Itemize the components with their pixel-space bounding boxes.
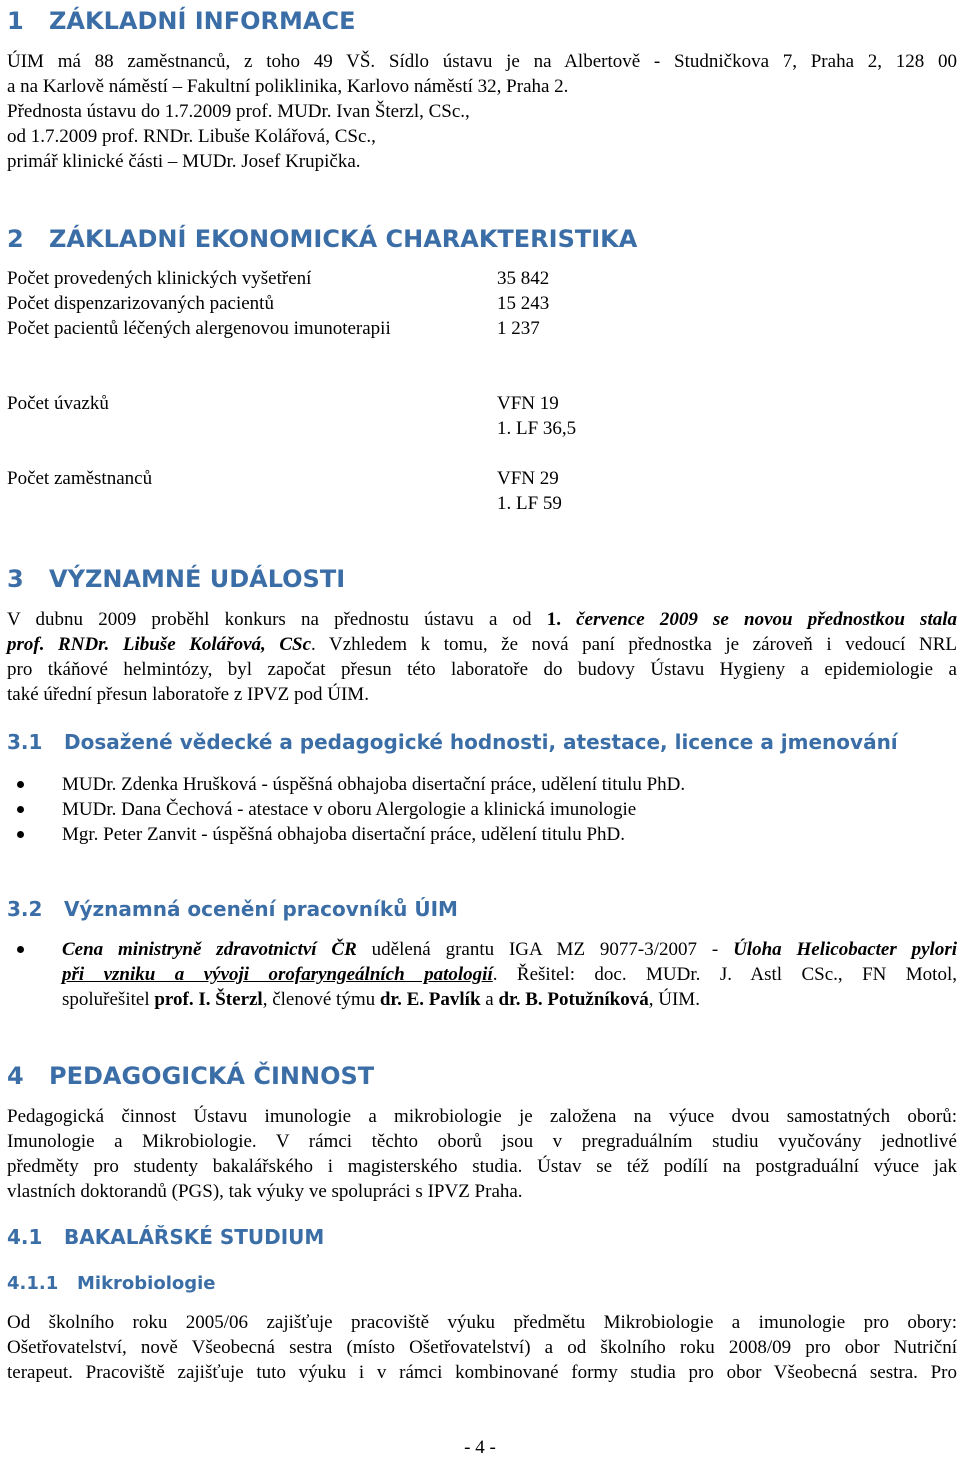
text-run: , členové týmu	[262, 989, 380, 1010]
text-run: při vzniku a vývoji orofaryngeálních patologií	[62, 964, 493, 985]
text-run: udělená grantu IGA MZ 9077-3/2007 -	[356, 939, 734, 960]
section-4-heading	[7, 1061, 374, 1091]
text-line: od 1.7.2009 prof. RNDr. Libuše Kolářová, CSc.,	[7, 126, 376, 147]
bullet-icon	[17, 946, 24, 953]
stat-row	[7, 316, 540, 341]
text-line: Přednosta ústavu do 1.7.2009 prof. MUDr. Ivan Šterzl, CSc.,	[7, 101, 470, 122]
achievements-list	[0, 772, 960, 847]
text-line: terapeut. Pracoviště zajišťuje tuto výuku i v rámci kombinované formy studia pro obor Všeobecná sestra. Pro	[7, 1362, 957, 1383]
list-item	[0, 772, 957, 797]
text-run: dr. B. Potužníková	[498, 989, 649, 1010]
page-number: - 4 -	[464, 1437, 496, 1458]
section-4-1-1-text	[7, 1310, 957, 1385]
stat-row	[7, 266, 549, 291]
section-number: 1	[7, 7, 24, 35]
section-title: ZÁKLADNÍ INFORMACE	[49, 7, 356, 35]
section-number: 4.1.1	[7, 1273, 59, 1294]
section-title: Dosažené vědecké a pedagogické hodnosti, atestace, licence a jmenování	[64, 730, 898, 754]
section-2-heading	[7, 224, 637, 254]
text-run: a	[480, 989, 499, 1010]
stat-label: Počet dispenzarizovaných pacientů	[7, 293, 274, 314]
bullet-icon	[17, 781, 24, 788]
section-3-text	[7, 607, 957, 707]
awards-list	[0, 937, 960, 1012]
stat-value: 35 842	[497, 268, 550, 289]
section-4-1-1-heading	[7, 1272, 216, 1296]
text-line: vlastních doktorandů (PGS), tak výuky ve spolupráci s IPVZ Praha.	[7, 1181, 523, 1202]
section-1-text	[7, 49, 957, 174]
text-run: , ÚIM.	[648, 989, 700, 1010]
section-number: 4	[7, 1062, 24, 1090]
section-4-1-heading	[7, 1224, 324, 1250]
section-3-1-heading	[7, 729, 898, 755]
text-line	[62, 987, 957, 1012]
text-line: Od školního roku 2005/06 zajišťuje pracoviště výuku předmětu Mikrobiologie a imunologie pro obory:	[7, 1312, 957, 1333]
list-item	[0, 822, 957, 847]
zamestnanci-lf: 1. LF 59	[497, 493, 562, 514]
text-line: ÚIM má 88 zaměstnanců, z toho 49 VŠ. Sídlo ústavu je na Albertově - Studničkova 7, Praha 2, 128 00	[7, 51, 957, 72]
stat-row	[7, 291, 549, 316]
section-title: PEDAGOGICKÁ ČINNOST	[49, 1062, 375, 1090]
section-4-text	[7, 1104, 957, 1204]
zamestnanci-vfn: VFN 29	[497, 468, 559, 489]
section-title: Mikrobiologie	[77, 1273, 216, 1294]
stat-label: Počet provedených klinických vyšetření	[7, 268, 312, 289]
list-item-text: Mgr. Peter Zanvit - úspěšná obhajoba disertační práce, udělení titulu PhD.	[62, 824, 625, 845]
text-line	[62, 962, 957, 987]
text-line	[62, 937, 957, 962]
text-line: Ošetřovatelství, nově Všeobecná sestra (místo Ošetřovatelství) a od školního roku 2008/09 pro obor Nutriční	[7, 1337, 957, 1358]
text-run: prof. RNDr. Libuše Kolářová, CSc	[7, 634, 312, 655]
text-run: Úloha Helicobacter pylori	[733, 939, 957, 960]
text-run: července 2009 se novou přednostkou stala	[576, 609, 958, 630]
section-number: 3.1	[7, 730, 43, 754]
list-item	[0, 937, 957, 1012]
section-number: 3	[7, 565, 24, 593]
bullet-icon	[17, 831, 24, 838]
stat-label: Počet pacientů léčených alergenovou imunoterapii	[7, 318, 391, 339]
list-item	[0, 797, 957, 822]
text-line	[7, 607, 957, 632]
text-run: dr. E. Pavlík	[379, 989, 481, 1010]
text-line: také úřední přesun laboratoře z IPVZ pod ÚIM.	[7, 684, 369, 705]
text-run: 1.	[546, 609, 561, 630]
text-run: prof. I. Šterzl	[154, 989, 263, 1010]
zamestnanci-label: Počet zaměstnanců	[7, 468, 153, 489]
text-line: Pedagogická činnost Ústavu imunologie a mikrobiologie je založena na výuce dvou samostatných oborů:	[7, 1106, 957, 1127]
text-line	[7, 632, 957, 657]
text-run: spoluřešitel	[62, 989, 155, 1010]
section-3-2-heading	[7, 896, 458, 922]
text-line: pro tkáňové helmintózy, byl započat přesun této laboratoře do budovy Ústavu Hygieny a epidemiologie a	[7, 659, 957, 680]
section-title: BAKALÁŘSKÉ STUDIUM	[64, 1225, 325, 1249]
list-item-text: MUDr. Zdenka Hrušková - úspěšná obhajoba disertační práce, udělení titulu PhD.	[62, 774, 686, 795]
section-number: 3.2	[7, 897, 43, 921]
text-line: předměty pro studenty bakalářského i magisterského studia. Ústav se též podílí na postgraduální výuce jak	[7, 1156, 957, 1177]
text-run: Cena ministryně zdravotnictví ČR	[62, 939, 357, 960]
stat-value: 15 243	[497, 293, 550, 314]
section-3-heading	[7, 564, 345, 594]
text-run: . Vzhledem k tomu, že nová paní přednostka je zároveň i vedoucí NRL	[311, 634, 957, 655]
text-run: V dubnu 2009 proběhl konkurs na přednostu ústavu a od	[7, 609, 532, 630]
section-title: VÝZNAMNÉ UDÁLOSTI	[49, 565, 346, 593]
section-title: Významná ocenění pracovníků ÚIM	[64, 897, 458, 921]
text-line: primář klinické části – MUDr. Josef Krupička.	[7, 151, 361, 172]
text-line: a na Karlově náměstí – Fakultní poliklinika, Karlovo náměstí 32, Praha 2.	[7, 76, 569, 97]
text-line: Imunologie a Mikrobiologie. V rámci těchto oborů jsou v pregraduálním studiu vyučovány jednotlivé	[7, 1131, 957, 1152]
uvazky-label: Počet úvazků	[7, 393, 109, 414]
uvazky-vfn: VFN 19	[497, 393, 559, 414]
stat-value: 1 237	[497, 318, 540, 339]
section-number: 4.1	[7, 1225, 43, 1249]
section-number: 2	[7, 225, 24, 253]
list-item-text: MUDr. Dana Čechová - atestace v oboru Alergologie a klinická imunologie	[62, 799, 637, 820]
section-1-heading	[7, 6, 356, 36]
text-run: . Řešitel: doc. MUDr. J. Astl CSc., FN Motol,	[492, 964, 957, 985]
section-title: ZÁKLADNÍ EKONOMICKÁ CHARAKTERISTIKA	[49, 225, 638, 253]
bullet-icon	[17, 806, 24, 813]
uvazky-lf: 1. LF 36,5	[497, 418, 577, 439]
